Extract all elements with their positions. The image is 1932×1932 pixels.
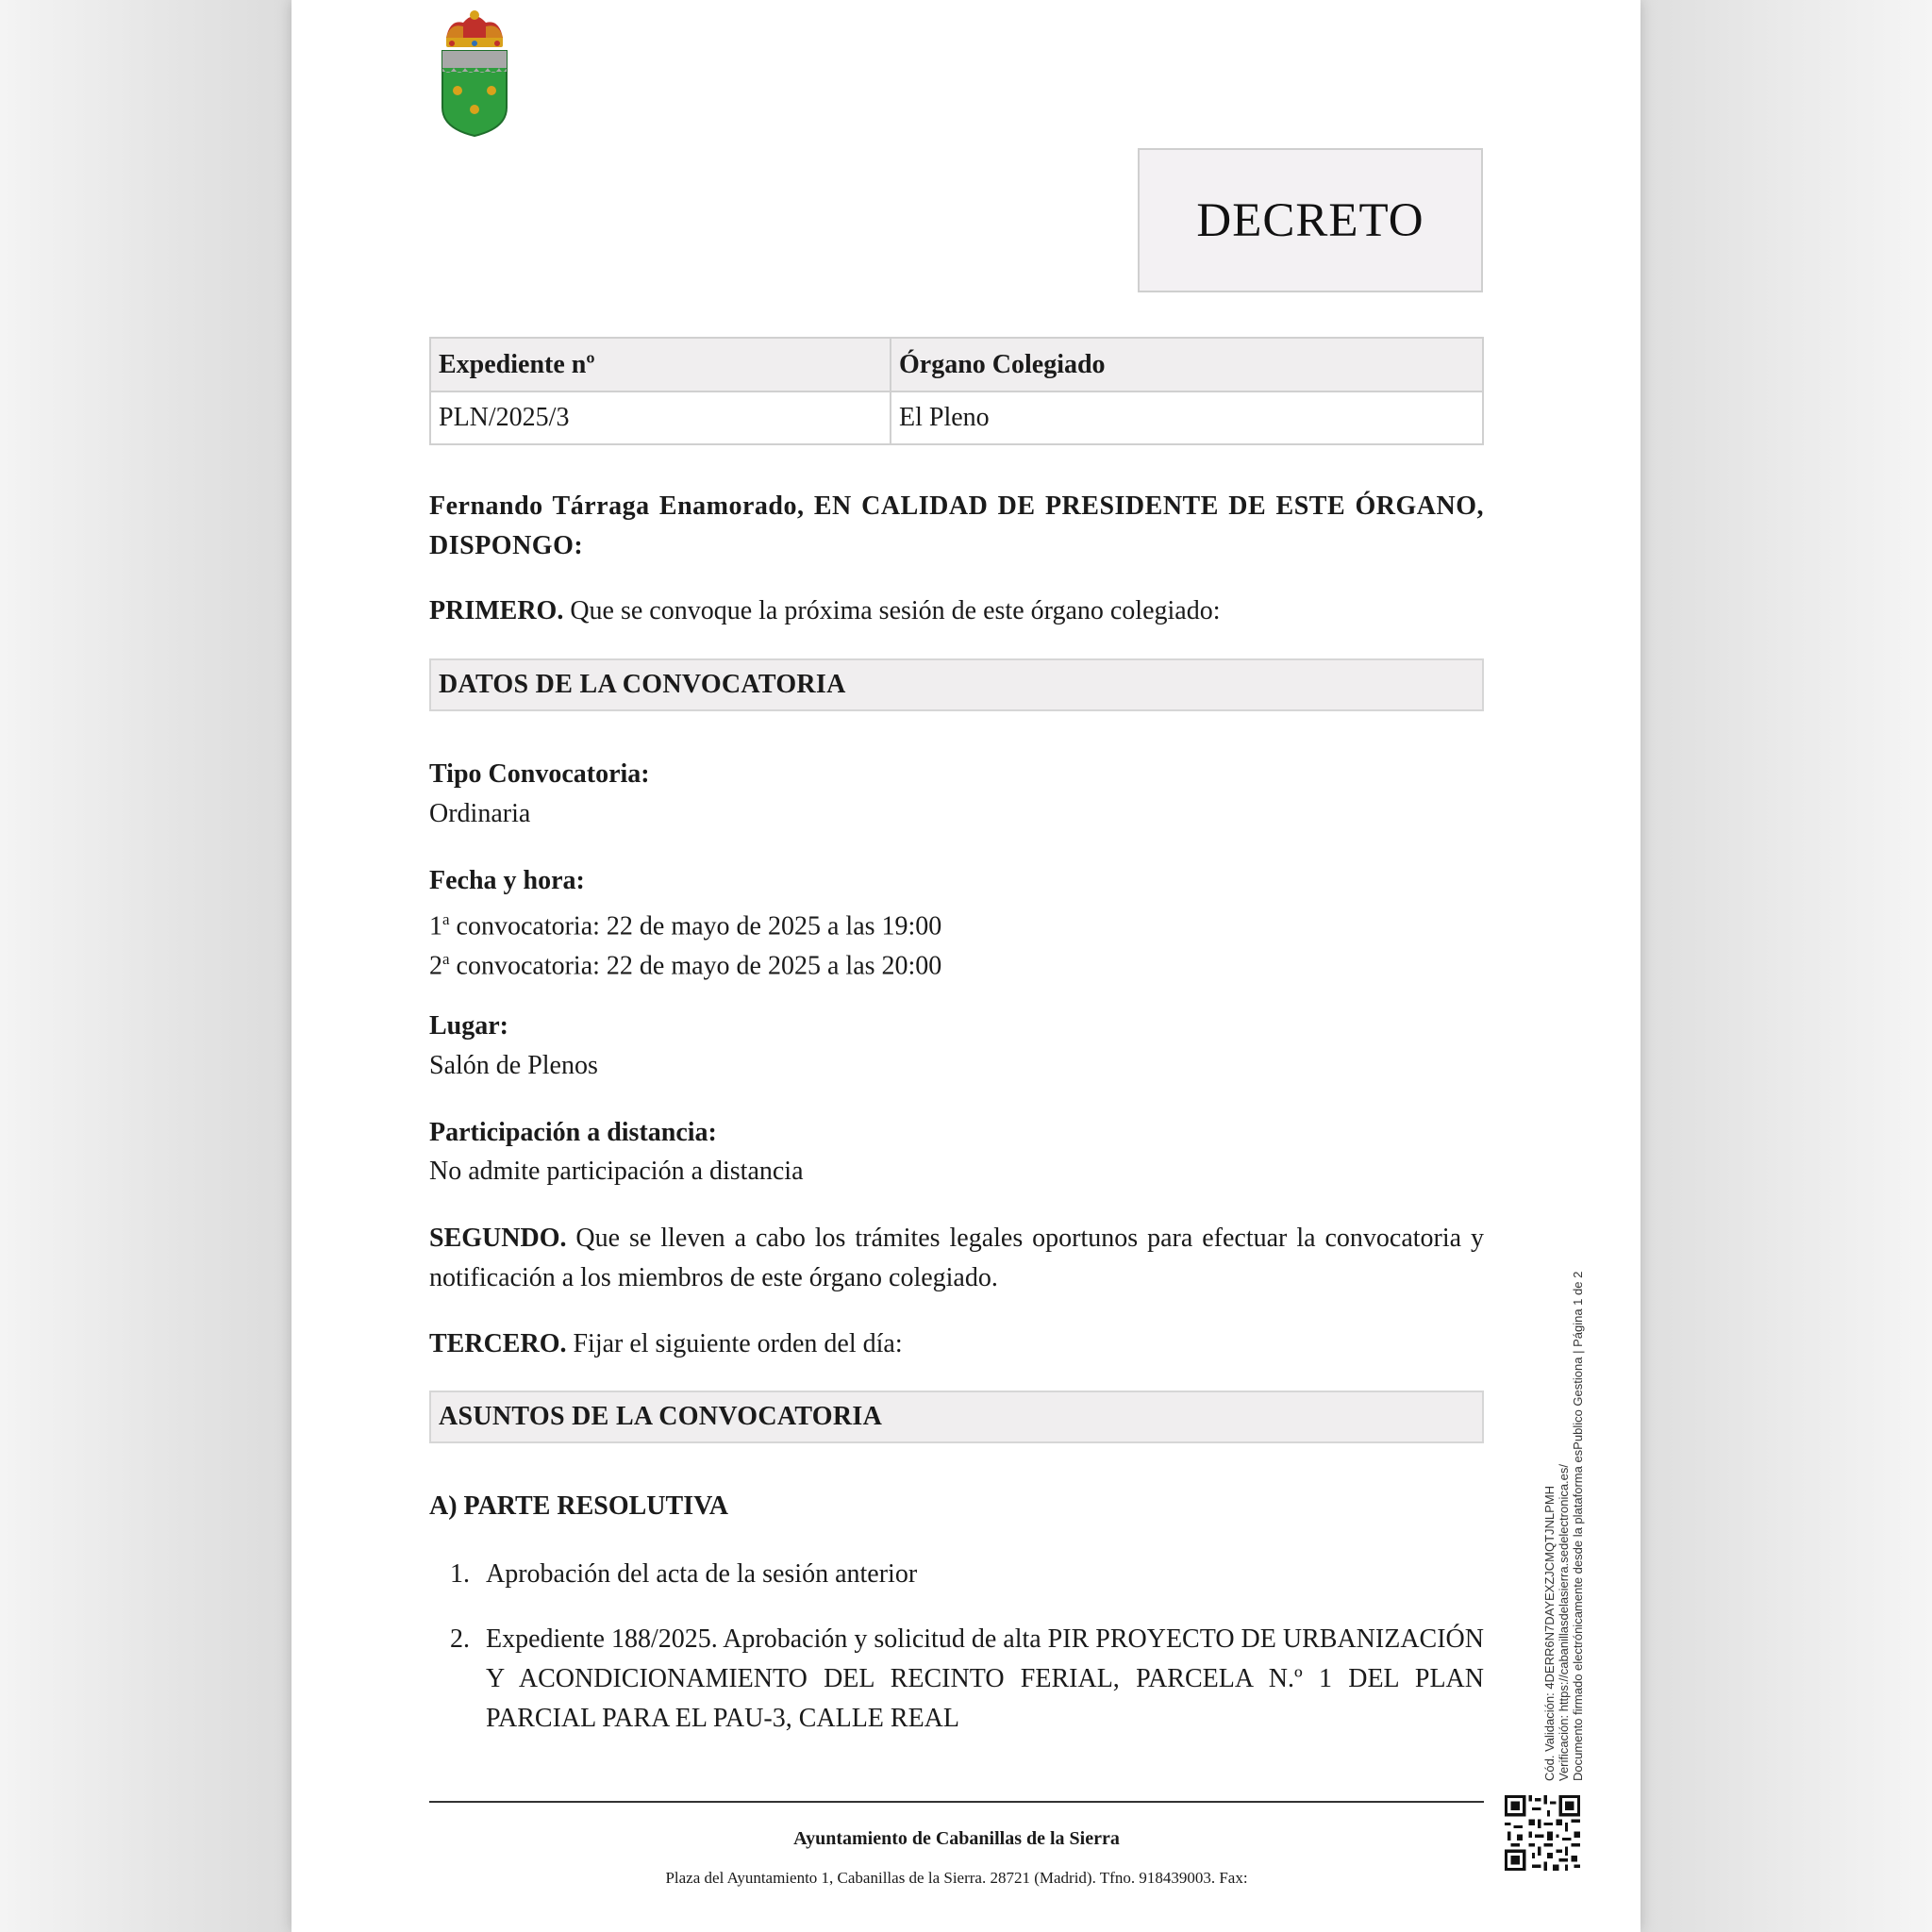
coat-of-arms-icon: [437, 9, 512, 137]
list-item-number: 2.: [450, 1624, 470, 1654]
segundo-text: Que se lleven a cabo los trámites legales oportunos para efectuar la convocatoria y notificación a los miembros de este órgano colegiado.: [429, 1224, 1484, 1292]
list-item: Expediente 188/2025. Aprobación y solicitud de alta PIR PROYECTO DE URBANIZACIÓN Y ACONDICIONAMIENTO DEL RECINTO FERIAL, PARCELA N.º 1 DEL PLAN PARCIAL PARA EL PAU-3, CALLE REAL: [486, 1624, 1484, 1733]
expediente-table: [429, 337, 1484, 445]
organo-value: El Pleno: [891, 391, 1483, 444]
footer-address: Plaza del Ayuntamiento 1, Cabanillas de la Sierra. 28721 (Madrid). Tfno. 918439003. Fax:: [665, 1869, 1248, 1887]
parte-resolutiva-heading: A) PARTE RESOLUTIVA: [429, 1491, 728, 1521]
expediente-value: PLN/2025/3: [430, 391, 891, 444]
tercero-label: TERCERO.: [429, 1329, 567, 1358]
background-left: [0, 0, 291, 1932]
verification-platform: Documento firmado electrónicamente desde la plataforma esPublico Gestiona | Página 1 de 2: [1571, 1271, 1585, 1781]
primera-text: convocatoria: 22 de mayo de 2025 a las 19:00: [449, 911, 942, 941]
decreto-title-box: [1138, 148, 1483, 292]
intro-paragraph: Fernando Tárraga Enamorado, EN CALIDAD DE PRESIDENTE DE ESTE ÓRGANO, DISPONGO:: [429, 491, 1484, 560]
qr-code-icon[interactable]: [1505, 1795, 1580, 1871]
primero-text: Que se convoque la próxima sesión de este órgano colegiado:: [563, 596, 1221, 625]
tercero-paragraph: [429, 1324, 1484, 1364]
asuntos-section-header: ASUNTOS DE LA CONVOCATORIA: [429, 1391, 1484, 1443]
verification-url: Verificación: https://cabanillasdelasierra.sedelectronica.es/: [1557, 1463, 1571, 1781]
footer-organization: Ayuntamiento de Cabanillas de la Sierra: [793, 1828, 1120, 1849]
fecha-label: Fecha y hora:: [429, 866, 585, 895]
segundo-label: SEGUNDO.: [429, 1224, 567, 1253]
footer-divider: [429, 1801, 1484, 1803]
background-right: [1641, 0, 1932, 1932]
segunda-text: convocatoria: 22 de mayo de 2025 a las 20:00: [449, 951, 942, 981]
verification-text: [1542, 1196, 1585, 1781]
participacion-value: No admite participación a distancia: [429, 1157, 804, 1186]
primero-label: PRIMERO.: [429, 596, 564, 625]
lugar-label: Lugar:: [429, 1011, 508, 1041]
primera-num: 1: [429, 911, 442, 941]
list-item-number: 1.: [450, 1559, 470, 1589]
tercero-text: Fijar el siguiente orden del día:: [566, 1329, 903, 1358]
verification-code: Cód. Validación: 4DERR6N7DAYEXZJCMQTJNLPMH: [1542, 1485, 1557, 1781]
primero-paragraph: [429, 591, 1484, 631]
segunda-num: 2: [429, 951, 442, 981]
segunda-sup: a: [442, 950, 450, 968]
tipo-label: Tipo Convocatoria:: [429, 759, 650, 789]
expediente-header: Expediente nº: [430, 338, 891, 391]
datos-section-header: DATOS DE LA CONVOCATORIA: [429, 658, 1484, 711]
primera-sup: a: [442, 910, 450, 928]
list-item: Aprobación del acta de la sesión anterior: [486, 1559, 918, 1589]
participacion-label: Participación a distancia:: [429, 1118, 717, 1147]
document-title: DECRETO: [1196, 193, 1424, 247]
document-page: [291, 0, 1641, 1932]
tipo-value: Ordinaria: [429, 799, 531, 828]
organo-header: Órgano Colegiado: [891, 338, 1483, 391]
segunda-convocatoria: [429, 940, 1484, 986]
segundo-paragraph: [429, 1219, 1484, 1298]
lugar-value: Salón de Plenos: [429, 1051, 598, 1080]
